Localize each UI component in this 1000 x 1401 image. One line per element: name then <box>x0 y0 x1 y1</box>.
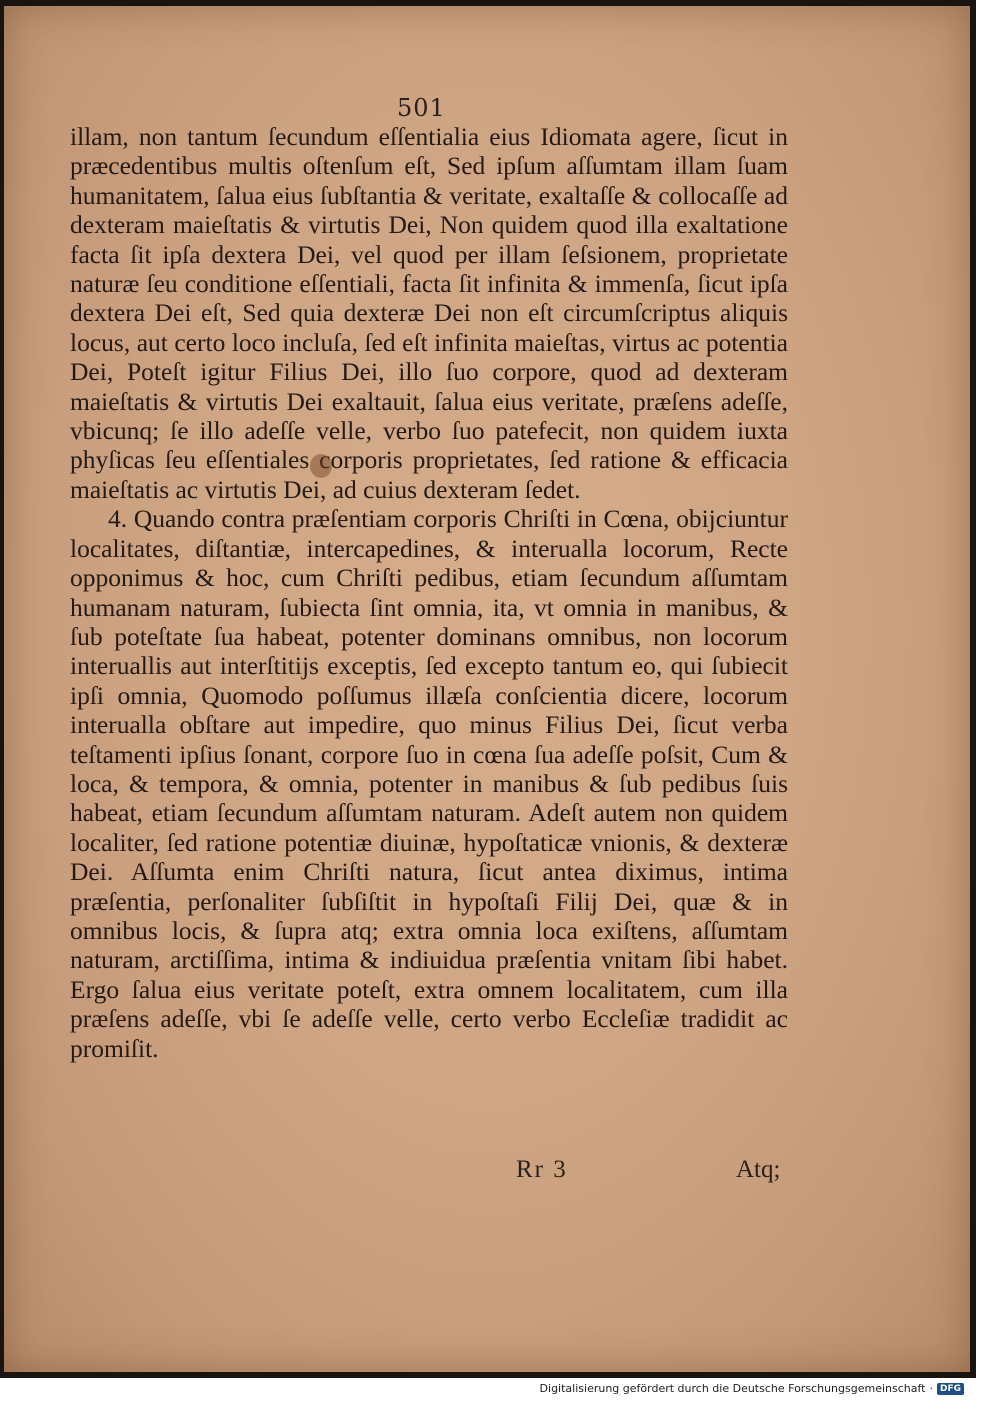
book-page <box>4 6 970 1372</box>
paragraph-1: illam, non tantum ſecundum eſſentialia eius Idiomata agere, ſicut in præcedentibus multis oſtenſum eſt, Sed ipſum aſſumtam illam ſuam humanitatem, ſalua eius ſubſtantia & veritate, exaltaſſe & collocaſſe ad dexteram maieſtatis & virtutis Dei, Non quidem quod illa exaltatione facta ſit ipſa dextera Dei, vel quod per illam ſeſsionem, proprietate naturæ ſeu conditione eſſentiali, facta ſit infinita & immenſa, ſicut ipſa dextera Dei eſt, Sed quia dexteræ Dei non eſt circumſcriptus aliquis locus, aut certo loco incluſa, ſed eſt infinita maieſtas, virtus ac potentia Dei, Poteſt igitur Filius Dei, illo ſuo corpore, quod ad dexteram maieſtatis & virtutis Dei exaltauit, ſalua eius veritate, præſens adeſſe, vbicunq; ſe illo adeſſe velle, verbo ſuo patefecit, non quidem iuxta phyſicas ſeu eſſentiales corporis proprietates, ſed ratione & efficacia maieſtatis ac virtutis Dei, ad cuius dexteram ſedet. <box>70 122 788 504</box>
footer-text: Digitalisierung gefördert durch die Deutsche Forschungsgemeinschaft <box>539 1382 926 1395</box>
dfg-logo-icon: DFG <box>937 1383 964 1395</box>
footer <box>540 1382 964 1395</box>
page-number: 501 <box>397 94 446 122</box>
footer-separator: · <box>929 1382 933 1395</box>
ink-stain <box>310 454 332 478</box>
signature-mark: Rr 3 <box>516 1156 568 1183</box>
paragraph-2: 4. Quando contra præſentiam corporis Chriſti in Cœna, obijciuntur localitates, diſtantiæ, intercapedines, & interualla locorum, Recte opponimus & hoc, cum Chriſti pedibus, etiam ſecundum aſſumtam humanam naturam, ſubiecta ſint omnia, ita, vt omnia in manibus, & ſub poteſtate ſua habeat, potenter dominans omnibus, non locorum interuallis aut interſtitijs exceptis, ſed excepto tantum eo, qui ſubiecit ipſi omnia, Quomodo poſſumus illæſa conſcientia dicere, locorum interualla obſtare aut impedire, quo minus Filius Dei, ſicut verba teſtamenti ipſius ſonant, corpore ſuo in cœna ſua adeſſe poſsit, Cum & loca, & tempora, & omnia, potenter in manibus & ſub pedibus ſuis habeat, etiam ſecundum aſſumtam naturam. Adeſt autem non quidem localiter, ſed ratione potentiæ diuinæ, hypoſtaticæ vnionis, & dexteræ Dei. Aſſumta enim Chriſti natura, ſicut antea diximus, intima præſentia, perſonaliter ſubſiſtit in hypoſtaſi Filij Dei, quæ & in omnibus locis, & ſupra atq; extra omnia loca exiſtens, aſſumtam naturam, arctiſſima, intima & indiuidua præſentia vnitam ſibi habet. Ergo ſalua eius veritate poteſt, extra omnem localitatem, cum illa præſens adeſſe, vbi ſe adeſſe velle, certo verbo Eccleſiæ tradidit ac promiſit. <box>70 504 788 1063</box>
page-text <box>70 122 788 1063</box>
catchword: Atq; <box>736 1156 781 1183</box>
